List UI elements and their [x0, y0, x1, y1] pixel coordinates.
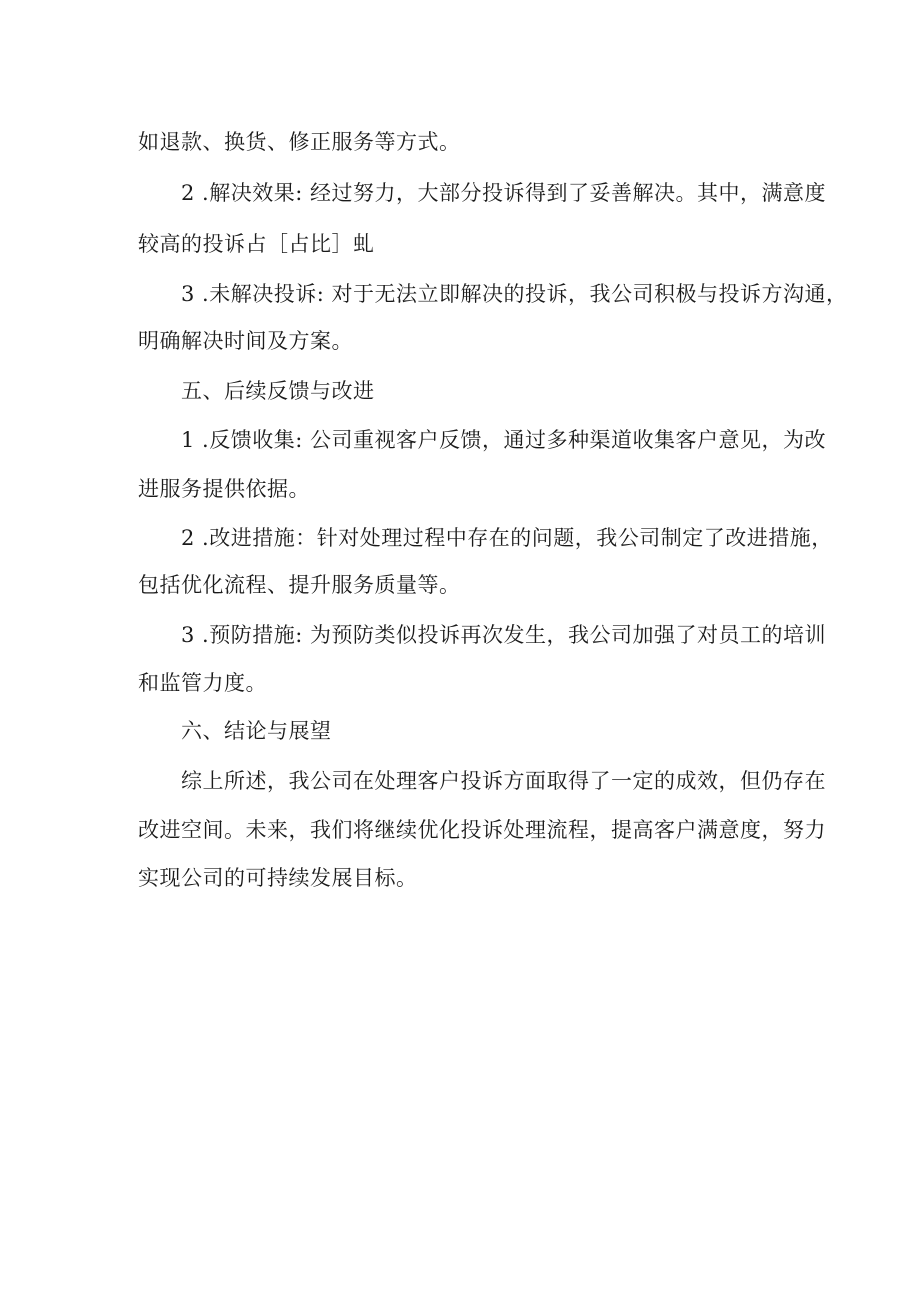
conclusion-line: 综上所述，我公司在处理客户投诉方面取得了一定的成效，但仍存在 — [181, 769, 826, 793]
resolution-effect-line: 2 .解决效果: 经过努力，大部分投诉得到了妥善解决。其中，满意度 — [181, 181, 826, 205]
paragraph-line: 和监管力度。 — [138, 671, 267, 695]
paragraph-line: 较高的投诉占［占比］虬 — [138, 232, 375, 256]
feedback-collection-line: 1 .反馈收集: 公司重视客户反馈，通过多种渠道收集客户意见，为改 — [181, 428, 826, 452]
paragraph-line: 进服务提供依据。 — [138, 477, 310, 501]
section-heading-five: 五、后续反馈与改进 — [181, 379, 375, 403]
unresolved-complaints-line: 3 .未解决投诉: 对于无法立即解决的投诉，我公司积极与投诉方沟通， — [181, 282, 848, 306]
paragraph-line: 明确解决时间及方案。 — [138, 329, 353, 353]
improvement-measures-line: 2 .改进措施：针对处理过程中存在的问题，我公司制定了改进措施， — [181, 526, 833, 550]
paragraph-line: 改进空间。未来，我们将继续优化投诉处理流程，提高客户满意度，努力 — [138, 818, 826, 842]
prevention-measures-line: 3 .预防措施: 为预防类似投诉再次发生，我公司加强了对员工的培训 — [181, 623, 826, 647]
section-heading-six: 六、结论与展望 — [181, 719, 332, 743]
paragraph-line: 如退款、换货、修正服务等方式。 — [138, 130, 461, 154]
paragraph-line: 包括优化流程、提升服务质量等。 — [138, 573, 461, 597]
paragraph-line: 实现公司的可持续发展目标。 — [138, 866, 418, 890]
